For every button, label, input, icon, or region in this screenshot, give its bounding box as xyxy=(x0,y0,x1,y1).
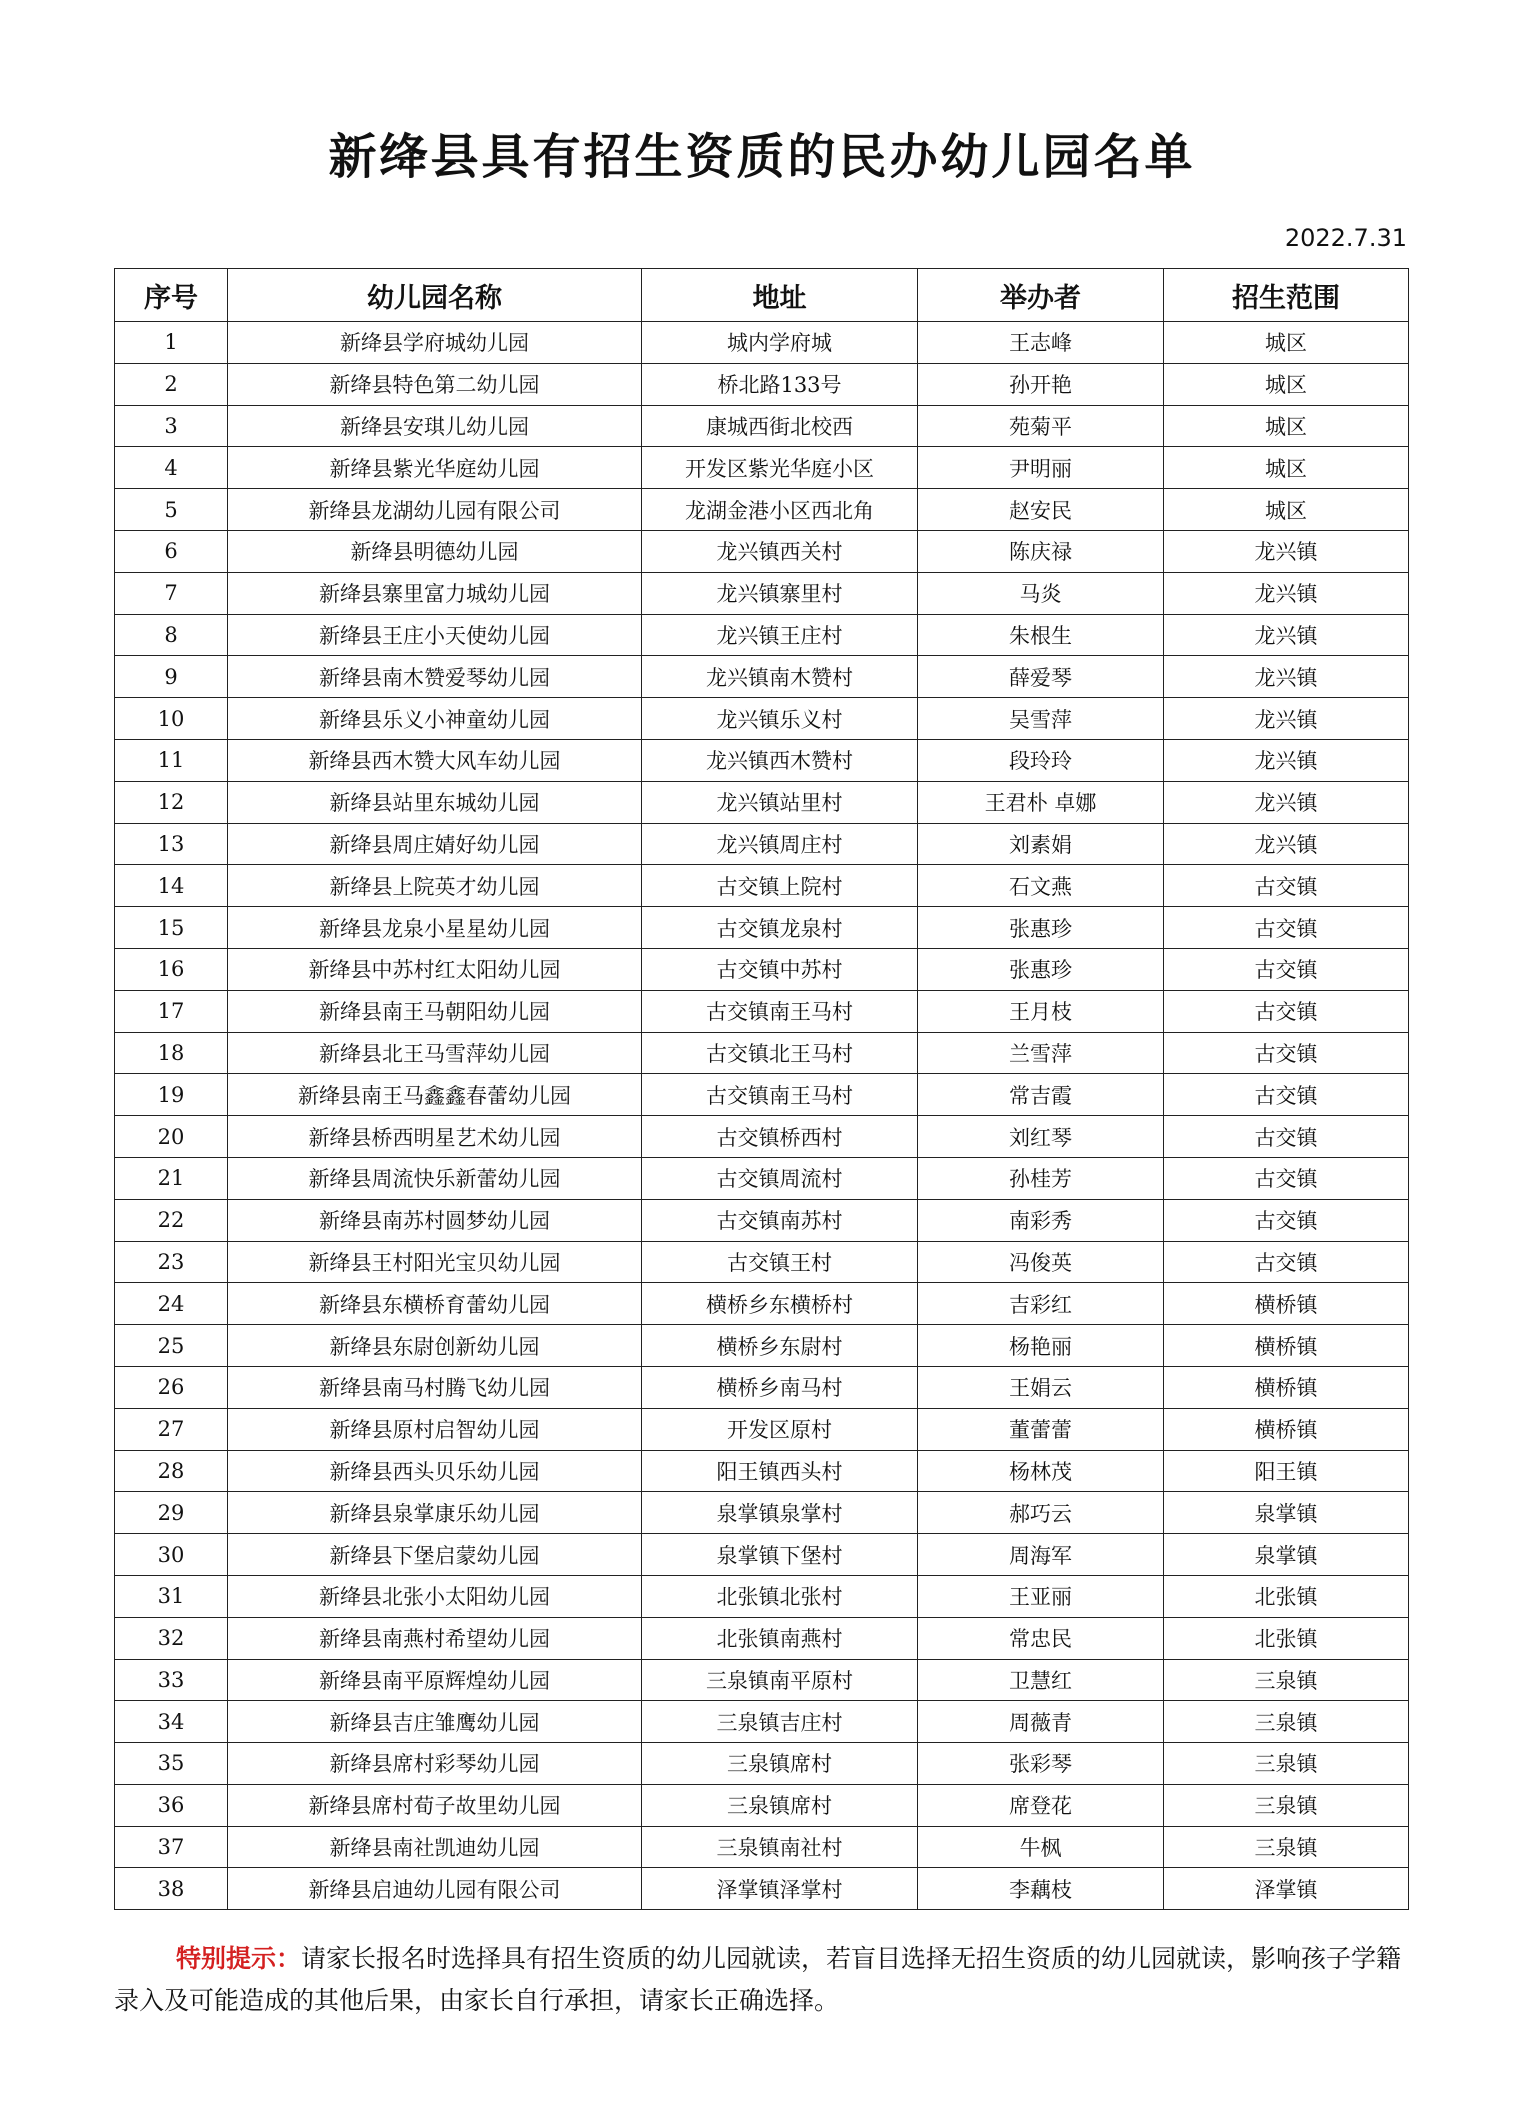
table-row xyxy=(115,1366,1409,1408)
cell-name: 新绛县下堡启蒙幼儿园 xyxy=(228,1534,642,1576)
cell-enrollment-area: 龙兴镇 xyxy=(1164,572,1409,614)
cell-organizer: 李藕枝 xyxy=(918,1868,1164,1910)
cell-organizer: 牛枫 xyxy=(918,1826,1164,1868)
cell-enrollment-area: 城区 xyxy=(1164,447,1409,489)
cell-name: 新绛县启迪幼儿园有限公司 xyxy=(228,1868,642,1910)
cell-address: 龙兴镇王庄村 xyxy=(642,614,918,656)
cell-address: 三泉镇南社村 xyxy=(642,1826,918,1868)
cell-index: 12 xyxy=(115,781,228,823)
cell-enrollment-area: 古交镇 xyxy=(1164,1157,1409,1199)
cell-organizer: 王君朴 卓娜 xyxy=(918,781,1164,823)
cell-organizer: 周薇青 xyxy=(918,1701,1164,1743)
cell-index: 9 xyxy=(115,656,228,698)
cell-name: 新绛县北王马雪萍幼儿园 xyxy=(228,1032,642,1074)
table-row xyxy=(115,1826,1409,1868)
cell-index: 22 xyxy=(115,1199,228,1241)
table-row xyxy=(115,1408,1409,1450)
table-row xyxy=(115,1450,1409,1492)
cell-enrollment-area: 泉掌镇 xyxy=(1164,1534,1409,1576)
cell-enrollment-area: 古交镇 xyxy=(1164,1241,1409,1283)
cell-name: 新绛县南燕村希望幼儿园 xyxy=(228,1617,642,1659)
cell-address: 泽掌镇泽掌村 xyxy=(642,1868,918,1910)
cell-organizer: 郝巧云 xyxy=(918,1492,1164,1534)
cell-name: 新绛县南苏村圆梦幼儿园 xyxy=(228,1199,642,1241)
cell-address: 泉掌镇下堡村 xyxy=(642,1534,918,1576)
cell-address: 北张镇北张村 xyxy=(642,1575,918,1617)
cell-index: 6 xyxy=(115,530,228,572)
cell-name: 新绛县周庄婧好幼儿园 xyxy=(228,823,642,865)
table-row xyxy=(115,1492,1409,1534)
cell-name: 新绛县上院英才幼儿园 xyxy=(228,865,642,907)
cell-index: 33 xyxy=(115,1659,228,1701)
cell-name: 新绛县南马村腾飞幼儿园 xyxy=(228,1366,642,1408)
cell-enrollment-area: 横桥镇 xyxy=(1164,1283,1409,1325)
cell-enrollment-area: 龙兴镇 xyxy=(1164,739,1409,781)
cell-organizer: 苑菊平 xyxy=(918,405,1164,447)
cell-enrollment-area: 三泉镇 xyxy=(1164,1743,1409,1785)
cell-name: 新绛县王村阳光宝贝幼儿园 xyxy=(228,1241,642,1283)
special-notice xyxy=(114,1938,1408,2022)
table-row xyxy=(115,1743,1409,1785)
cell-index: 37 xyxy=(115,1826,228,1868)
cell-organizer: 尹明丽 xyxy=(918,447,1164,489)
cell-organizer: 杨林茂 xyxy=(918,1450,1164,1492)
cell-organizer: 陈庆禄 xyxy=(918,530,1164,572)
cell-organizer: 席登花 xyxy=(918,1784,1164,1826)
cell-organizer: 张惠珍 xyxy=(918,948,1164,990)
cell-organizer: 董蕾蕾 xyxy=(918,1408,1164,1450)
cell-organizer: 朱根生 xyxy=(918,614,1164,656)
cell-organizer: 赵安民 xyxy=(918,489,1164,531)
kindergarten-table xyxy=(114,268,1409,1910)
cell-name: 新绛县吉庄雏鹰幼儿园 xyxy=(228,1701,642,1743)
table-row xyxy=(115,322,1409,364)
cell-address: 古交镇南王马村 xyxy=(642,1074,918,1116)
cell-organizer: 周海军 xyxy=(918,1534,1164,1576)
cell-index: 10 xyxy=(115,698,228,740)
cell-name: 新绛县原村启智幼儿园 xyxy=(228,1408,642,1450)
cell-enrollment-area: 北张镇 xyxy=(1164,1617,1409,1659)
cell-address: 横桥乡东尉村 xyxy=(642,1325,918,1367)
cell-index: 28 xyxy=(115,1450,228,1492)
cell-name: 新绛县中苏村红太阳幼儿园 xyxy=(228,948,642,990)
cell-enrollment-area: 龙兴镇 xyxy=(1164,614,1409,656)
cell-name: 新绛县安琪儿幼儿园 xyxy=(228,405,642,447)
header-enrollment-area: 招生范围 xyxy=(1164,269,1409,322)
cell-address: 古交镇中苏村 xyxy=(642,948,918,990)
table-row xyxy=(115,1868,1409,1910)
document-date: 2022.7.31 xyxy=(1284,224,1407,252)
cell-name: 新绛县寨里富力城幼儿园 xyxy=(228,572,642,614)
cell-organizer: 常吉霞 xyxy=(918,1074,1164,1116)
cell-address: 泉掌镇泉掌村 xyxy=(642,1492,918,1534)
cell-enrollment-area: 三泉镇 xyxy=(1164,1659,1409,1701)
table-row xyxy=(115,447,1409,489)
cell-index: 5 xyxy=(115,489,228,531)
table-row xyxy=(115,1701,1409,1743)
cell-index: 25 xyxy=(115,1325,228,1367)
cell-name: 新绛县南木赞爱琴幼儿园 xyxy=(228,656,642,698)
cell-enrollment-area: 龙兴镇 xyxy=(1164,823,1409,865)
table-row xyxy=(115,1199,1409,1241)
cell-name: 新绛县特色第二幼儿园 xyxy=(228,363,642,405)
table-row xyxy=(115,1325,1409,1367)
cell-index: 1 xyxy=(115,322,228,364)
cell-address: 古交镇桥西村 xyxy=(642,1116,918,1158)
cell-name: 新绛县龙泉小星星幼儿园 xyxy=(228,907,642,949)
cell-name: 新绛县西木赞大风车幼儿园 xyxy=(228,739,642,781)
cell-name: 新绛县站里东城幼儿园 xyxy=(228,781,642,823)
notice-text: 请家长报名时选择具有招生资质的幼儿园就读，若盲目选择无招生资质的幼儿园就读，影响孩子学籍录入及可能造成的其他后果，由家长自行承担，请家长正确选择。 xyxy=(114,1944,1402,2015)
cell-name: 新绛县西头贝乐幼儿园 xyxy=(228,1450,642,1492)
table-row xyxy=(115,823,1409,865)
cell-organizer: 张惠珍 xyxy=(918,907,1164,949)
cell-address: 古交镇王村 xyxy=(642,1241,918,1283)
cell-name: 新绛县南社凯迪幼儿园 xyxy=(228,1826,642,1868)
cell-organizer: 王娟云 xyxy=(918,1366,1164,1408)
table-row xyxy=(115,1659,1409,1701)
cell-name: 新绛县席村彩琴幼儿园 xyxy=(228,1743,642,1785)
cell-address: 开发区原村 xyxy=(642,1408,918,1450)
cell-index: 2 xyxy=(115,363,228,405)
header-address: 地址 xyxy=(642,269,918,322)
cell-enrollment-area: 古交镇 xyxy=(1164,990,1409,1032)
cell-index: 30 xyxy=(115,1534,228,1576)
cell-enrollment-area: 横桥镇 xyxy=(1164,1366,1409,1408)
cell-organizer: 卫慧红 xyxy=(918,1659,1164,1701)
cell-index: 13 xyxy=(115,823,228,865)
cell-index: 31 xyxy=(115,1575,228,1617)
cell-index: 11 xyxy=(115,739,228,781)
cell-enrollment-area: 三泉镇 xyxy=(1164,1826,1409,1868)
cell-address: 三泉镇南平原村 xyxy=(642,1659,918,1701)
cell-address: 龙兴镇周庄村 xyxy=(642,823,918,865)
cell-address: 康城西街北校西 xyxy=(642,405,918,447)
cell-index: 35 xyxy=(115,1743,228,1785)
notice-label: 特别提示： xyxy=(176,1944,302,1973)
cell-index: 17 xyxy=(115,990,228,1032)
cell-organizer: 孙桂芳 xyxy=(918,1157,1164,1199)
cell-organizer: 薛爱琴 xyxy=(918,656,1164,698)
cell-index: 29 xyxy=(115,1492,228,1534)
table-row xyxy=(115,1784,1409,1826)
cell-index: 18 xyxy=(115,1032,228,1074)
table-row xyxy=(115,530,1409,572)
cell-name: 新绛县南平原辉煌幼儿园 xyxy=(228,1659,642,1701)
cell-enrollment-area: 横桥镇 xyxy=(1164,1325,1409,1367)
cell-index: 7 xyxy=(115,572,228,614)
cell-index: 27 xyxy=(115,1408,228,1450)
cell-address: 古交镇龙泉村 xyxy=(642,907,918,949)
cell-enrollment-area: 横桥镇 xyxy=(1164,1408,1409,1450)
table-row xyxy=(115,1157,1409,1199)
table-row xyxy=(115,1575,1409,1617)
cell-enrollment-area: 龙兴镇 xyxy=(1164,656,1409,698)
cell-organizer: 兰雪萍 xyxy=(918,1032,1164,1074)
cell-organizer: 常忠民 xyxy=(918,1617,1164,1659)
cell-name: 新绛县东尉创新幼儿园 xyxy=(228,1325,642,1367)
cell-enrollment-area: 阳王镇 xyxy=(1164,1450,1409,1492)
cell-name: 新绛县南王马朝阳幼儿园 xyxy=(228,990,642,1032)
cell-enrollment-area: 三泉镇 xyxy=(1164,1784,1409,1826)
cell-address: 古交镇周流村 xyxy=(642,1157,918,1199)
table-body xyxy=(115,322,1409,1910)
table-row xyxy=(115,614,1409,656)
cell-enrollment-area: 古交镇 xyxy=(1164,907,1409,949)
cell-index: 20 xyxy=(115,1116,228,1158)
cell-organizer: 王志峰 xyxy=(918,322,1164,364)
cell-organizer: 王月枝 xyxy=(918,990,1164,1032)
cell-address: 龙兴镇站里村 xyxy=(642,781,918,823)
cell-name: 新绛县桥西明星艺术幼儿园 xyxy=(228,1116,642,1158)
cell-enrollment-area: 古交镇 xyxy=(1164,1199,1409,1241)
cell-enrollment-area: 古交镇 xyxy=(1164,948,1409,990)
cell-enrollment-area: 城区 xyxy=(1164,322,1409,364)
table-row xyxy=(115,990,1409,1032)
cell-name: 新绛县乐义小神童幼儿园 xyxy=(228,698,642,740)
cell-organizer: 吴雪萍 xyxy=(918,698,1164,740)
cell-index: 26 xyxy=(115,1366,228,1408)
cell-name: 新绛县泉掌康乐幼儿园 xyxy=(228,1492,642,1534)
cell-address: 龙兴镇寨里村 xyxy=(642,572,918,614)
cell-enrollment-area: 泽掌镇 xyxy=(1164,1868,1409,1910)
table-row xyxy=(115,1241,1409,1283)
cell-address: 古交镇上院村 xyxy=(642,865,918,907)
cell-index: 36 xyxy=(115,1784,228,1826)
cell-address: 三泉镇席村 xyxy=(642,1743,918,1785)
cell-organizer: 王亚丽 xyxy=(918,1575,1164,1617)
cell-address: 龙兴镇西关村 xyxy=(642,530,918,572)
table-row xyxy=(115,1116,1409,1158)
table-row xyxy=(115,363,1409,405)
header-organizer: 举办者 xyxy=(918,269,1164,322)
cell-address: 龙兴镇南木赞村 xyxy=(642,656,918,698)
cell-name: 新绛县王庄小天使幼儿园 xyxy=(228,614,642,656)
cell-enrollment-area: 龙兴镇 xyxy=(1164,530,1409,572)
table-row xyxy=(115,948,1409,990)
cell-address: 龙兴镇西木赞村 xyxy=(642,739,918,781)
cell-address: 开发区紫光华庭小区 xyxy=(642,447,918,489)
table-row xyxy=(115,1032,1409,1074)
cell-address: 古交镇北王马村 xyxy=(642,1032,918,1074)
cell-enrollment-area: 泉掌镇 xyxy=(1164,1492,1409,1534)
cell-index: 14 xyxy=(115,865,228,907)
table-row xyxy=(115,865,1409,907)
cell-index: 15 xyxy=(115,907,228,949)
cell-name: 新绛县东横桥育蕾幼儿园 xyxy=(228,1283,642,1325)
cell-index: 19 xyxy=(115,1074,228,1116)
cell-name: 新绛县龙湖幼儿园有限公司 xyxy=(228,489,642,531)
cell-index: 38 xyxy=(115,1868,228,1910)
cell-address: 三泉镇吉庄村 xyxy=(642,1701,918,1743)
cell-index: 16 xyxy=(115,948,228,990)
cell-organizer: 马炎 xyxy=(918,572,1164,614)
cell-enrollment-area: 三泉镇 xyxy=(1164,1701,1409,1743)
cell-organizer: 吉彩红 xyxy=(918,1283,1164,1325)
table-row xyxy=(115,1074,1409,1116)
cell-enrollment-area: 龙兴镇 xyxy=(1164,698,1409,740)
table-row xyxy=(115,781,1409,823)
cell-address: 古交镇南苏村 xyxy=(642,1199,918,1241)
cell-enrollment-area: 龙兴镇 xyxy=(1164,781,1409,823)
cell-organizer: 杨艳丽 xyxy=(918,1325,1164,1367)
table-row xyxy=(115,739,1409,781)
cell-enrollment-area: 古交镇 xyxy=(1164,1032,1409,1074)
cell-index: 34 xyxy=(115,1701,228,1743)
header-name: 幼儿园名称 xyxy=(228,269,642,322)
cell-name: 新绛县学府城幼儿园 xyxy=(228,322,642,364)
cell-name: 新绛县席村荀子故里幼儿园 xyxy=(228,1784,642,1826)
cell-organizer: 刘红琴 xyxy=(918,1116,1164,1158)
cell-enrollment-area: 古交镇 xyxy=(1164,1116,1409,1158)
page-title: 新绛县具有招生资质的民办幼儿园名单 xyxy=(328,129,1196,185)
cell-index: 4 xyxy=(115,447,228,489)
cell-name: 新绛县紫光华庭幼儿园 xyxy=(228,447,642,489)
cell-address: 城内学府城 xyxy=(642,322,918,364)
cell-address: 三泉镇席村 xyxy=(642,1784,918,1826)
cell-enrollment-area: 城区 xyxy=(1164,489,1409,531)
cell-enrollment-area: 古交镇 xyxy=(1164,865,1409,907)
cell-organizer: 孙开艳 xyxy=(918,363,1164,405)
cell-enrollment-area: 城区 xyxy=(1164,405,1409,447)
cell-index: 3 xyxy=(115,405,228,447)
cell-index: 21 xyxy=(115,1157,228,1199)
cell-enrollment-area: 城区 xyxy=(1164,363,1409,405)
table-row xyxy=(115,572,1409,614)
cell-index: 32 xyxy=(115,1617,228,1659)
cell-address: 龙湖金港小区西北角 xyxy=(642,489,918,531)
cell-address: 北张镇南燕村 xyxy=(642,1617,918,1659)
cell-address: 阳王镇西头村 xyxy=(642,1450,918,1492)
cell-name: 新绛县明德幼儿园 xyxy=(228,530,642,572)
cell-enrollment-area: 北张镇 xyxy=(1164,1575,1409,1617)
cell-organizer: 冯俊英 xyxy=(918,1241,1164,1283)
cell-organizer: 段玲玲 xyxy=(918,739,1164,781)
cell-organizer: 刘素娟 xyxy=(918,823,1164,865)
cell-address: 古交镇南王马村 xyxy=(642,990,918,1032)
cell-address: 横桥乡东横桥村 xyxy=(642,1283,918,1325)
table-row xyxy=(115,656,1409,698)
cell-address: 龙兴镇乐义村 xyxy=(642,698,918,740)
cell-address: 桥北路133号 xyxy=(642,363,918,405)
cell-organizer: 张彩琴 xyxy=(918,1743,1164,1785)
cell-index: 8 xyxy=(115,614,228,656)
cell-address: 横桥乡南马村 xyxy=(642,1366,918,1408)
cell-index: 24 xyxy=(115,1283,228,1325)
table-row xyxy=(115,698,1409,740)
table-row xyxy=(115,489,1409,531)
table-row xyxy=(115,1534,1409,1576)
cell-organizer: 石文燕 xyxy=(918,865,1164,907)
cell-name: 新绛县北张小太阳幼儿园 xyxy=(228,1575,642,1617)
cell-organizer: 南彩秀 xyxy=(918,1199,1164,1241)
table-row xyxy=(115,907,1409,949)
table-row xyxy=(115,1617,1409,1659)
table-row xyxy=(115,405,1409,447)
table-header-row xyxy=(115,269,1409,322)
cell-enrollment-area: 古交镇 xyxy=(1164,1074,1409,1116)
cell-name: 新绛县周流快乐新蕾幼儿园 xyxy=(228,1157,642,1199)
cell-name: 新绛县南王马鑫鑫春蕾幼儿园 xyxy=(228,1074,642,1116)
table-row xyxy=(115,1283,1409,1325)
cell-index: 23 xyxy=(115,1241,228,1283)
header-index: 序号 xyxy=(115,269,228,322)
